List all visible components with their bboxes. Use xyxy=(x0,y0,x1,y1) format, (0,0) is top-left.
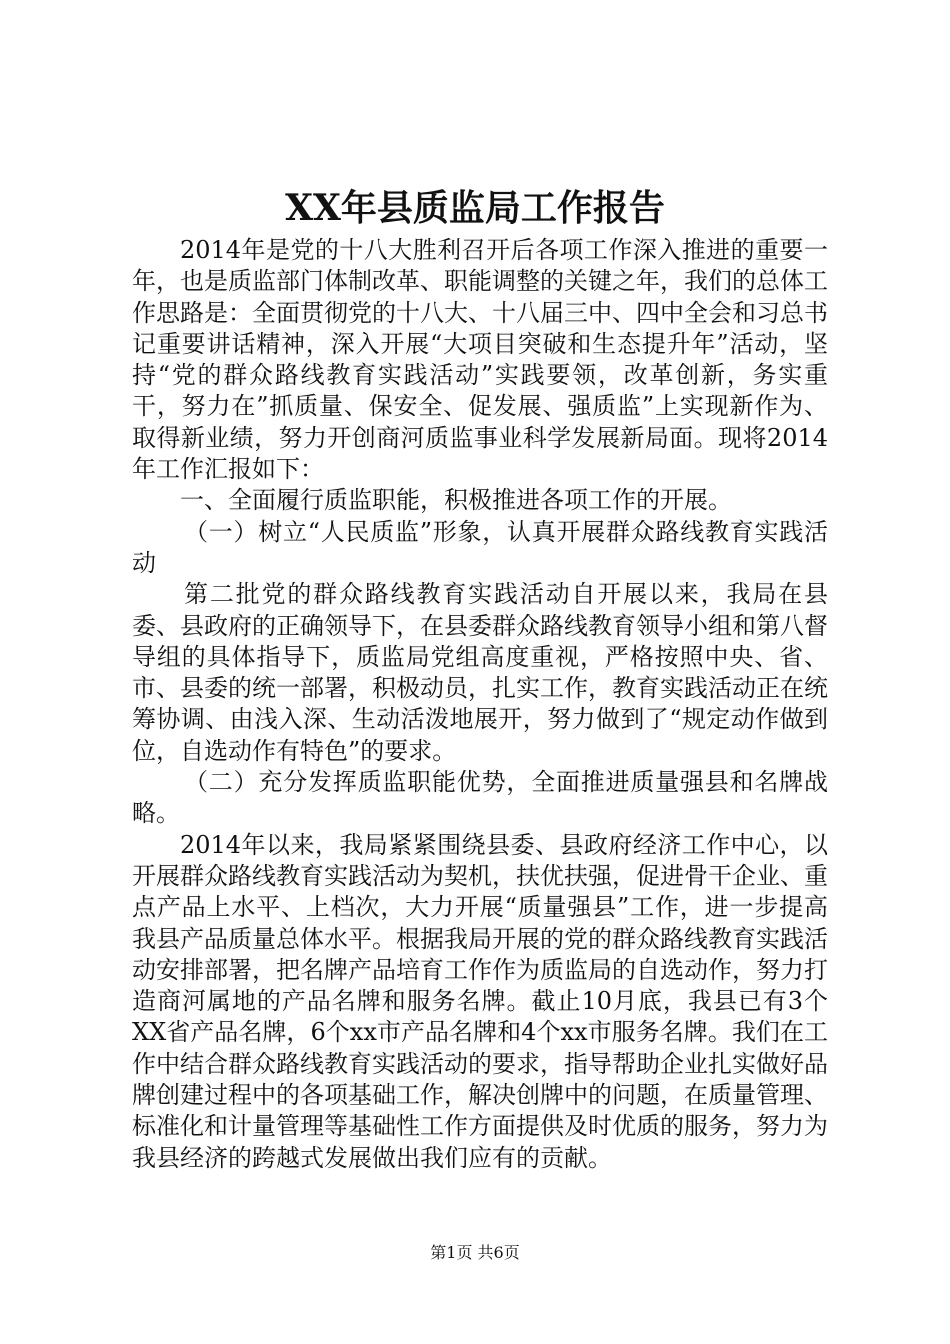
subsection-heading-2: （二）充分发挥质监职能优势，全面推进质量强县和名牌战略。 xyxy=(132,768,828,828)
page-footer: 第1页 共6页 xyxy=(430,1243,520,1262)
section-heading-1: 一、全面履行质监职能，积极推进各项工作的开展。 xyxy=(180,486,732,515)
paragraph-practice-activity: 第二批党的群众路线教育实践活动自开展以来，我局在县委、县政府的正确领导下，在县委群众路线教育领导小组和第八督导组的具体指导下，质监局党组高度重视，严格按照中央、省、市、县委的统一部署，积极动员，扎实工作，教育实践活动正在统筹协调、由浅入深、生动活泼地展开，努力做到了“规定动作做到位，自选动作有特色”的要求。 xyxy=(132,580,828,765)
document-body xyxy=(132,235,828,1174)
paragraph-intro: 2014年是党的十八大胜利召开后各项工作深入推进的重要一年，也是质监部门体制改革、职能调整的关键之年，我们的总体工作思路是：全面贯彻党的十八大、十八届三中、四中全会和习总书记重要讲话精神，深入开展“大项目突破和生态提升年”活动，坚持“党的群众路线教育实践活动”实践要领，改革创新，务实重干，努力在”抓质量、保安全、促发展、强质监”上实现新作为、取得新业绩，努力开创商河质监事业科学发展新局面。现将2014年工作汇报如下： xyxy=(132,236,828,484)
document-title: XX年县质监局工作报告 xyxy=(285,187,665,229)
paragraph-brand-strategy: 2014年以来，我局紧紧围绕县委、县政府经济工作中心，以开展群众路线教育实践活动为契机，扶优扶强，促进骨干企业、重点产品上水平、上档次，大力开展“质量强县”工作，进一步提高我县产品质量总体水平。根据我局开展的党的群众路线教育实践活动安排部署，把名牌产品培育工作作为质监局的自选动作，努力打造商河属地的产品名牌和服务名牌。截止10月底，我县已有3个XX省产品名牌，6个xx市产品名牌和4个xx市服务名牌。我们在工作中结合群众路线教育实践活动的要求，指导帮助企业扎实做好品牌创建过程中的各项基础工作，解决创牌中的问题，在质量管理、标准化和计量管理等基础性工作方面提供及时优质的服务，努力为我县经济的跨越式发展做出我们应有的贡献。 xyxy=(132,830,828,1172)
subsection-heading-1: （一）树立“人民质监”形象，认真开展群众路线教育实践活动 xyxy=(132,517,828,577)
